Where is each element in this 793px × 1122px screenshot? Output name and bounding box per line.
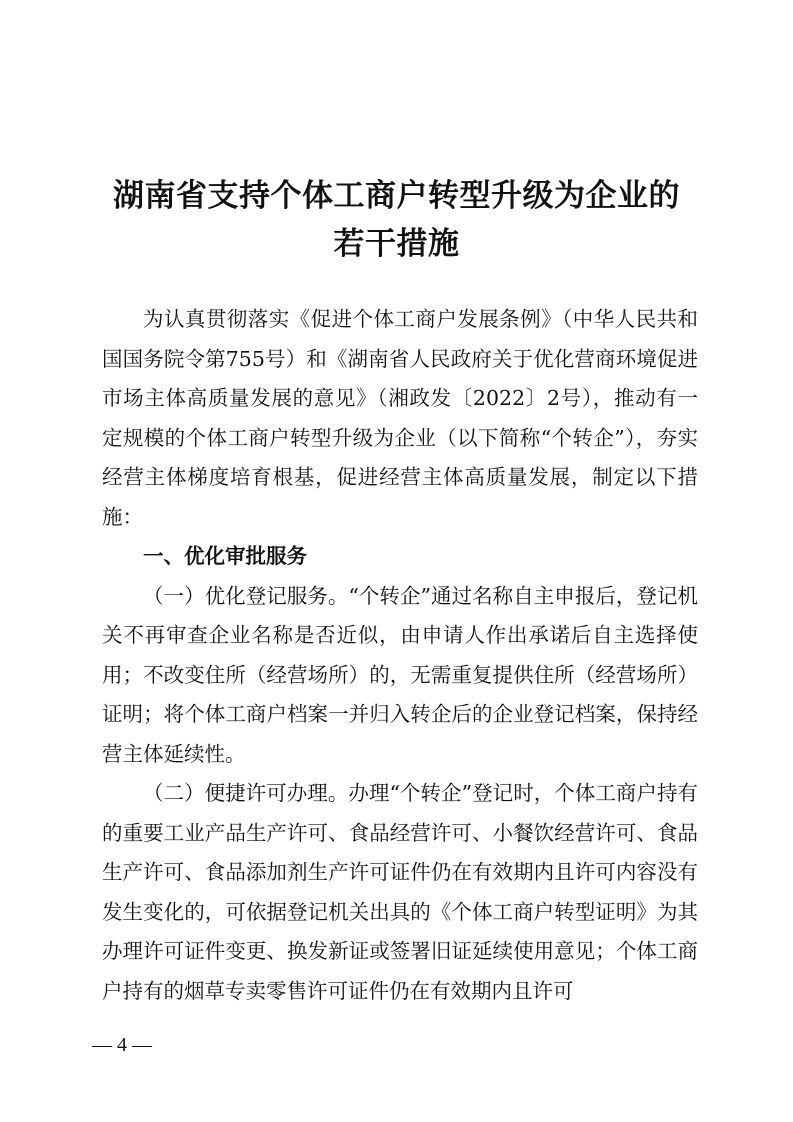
item-2-lead: （二）便捷许可办理。 (143, 781, 349, 805)
document-title-line-2: 若干措施 (333, 226, 460, 262)
item-1-paragraph (102, 577, 698, 775)
item-2-text: 办理“个转企”登记时，个体工商户持有的重要工业产品生产许可、食品经营许可、小餐饮经营许可、食品生产许可、食品添加剂生产许可证件仍在有效期内且许可内容没有发生变化的，可依据登记机关出具的《个体工商户转型证明》为其办理许可证件变更、换发新证或签署旧证延续使用意见；个体工商户持有的烟草专卖零售许可证件仍在有效期内且许可 (102, 781, 698, 1003)
item-2-paragraph (102, 774, 698, 1011)
document-title-line-1: 湖南省支持个体工商户转型升级为企业的 (113, 178, 680, 214)
section-heading-1: 一、优化审批服务 (143, 544, 307, 568)
item-1-text: “个转企”通过名称自主申报后，登记机关不再审查企业名称是否近似，由申请人作出承诺后自主选择使用；不改变住所（经营场所）的，无需重复提供住所（经营场所）证明；将个体工商户档案一并归入转企后的企业登记档案，保持经营主体延续性。 (102, 583, 698, 766)
item-1-lead: （一）优化登记服务。 (143, 583, 349, 608)
document-body (102, 300, 698, 1011)
page-number: — 4 — (92, 1034, 152, 1056)
intro-paragraph: 为认真贯彻落实《促进个体工商户发展条例》（中华人民共和国国务院令第755号）和《湖南省人民政府关于优化营商环境促进市场主体高质量发展的意见》（湘政发〔2022〕2号），推动有一定规模的个体工商户转型升级为企业（以下简称“个转企”），夯实经营主体梯度培育根基，促进经营主体高质量发展，制定以下措施： (102, 307, 698, 529)
